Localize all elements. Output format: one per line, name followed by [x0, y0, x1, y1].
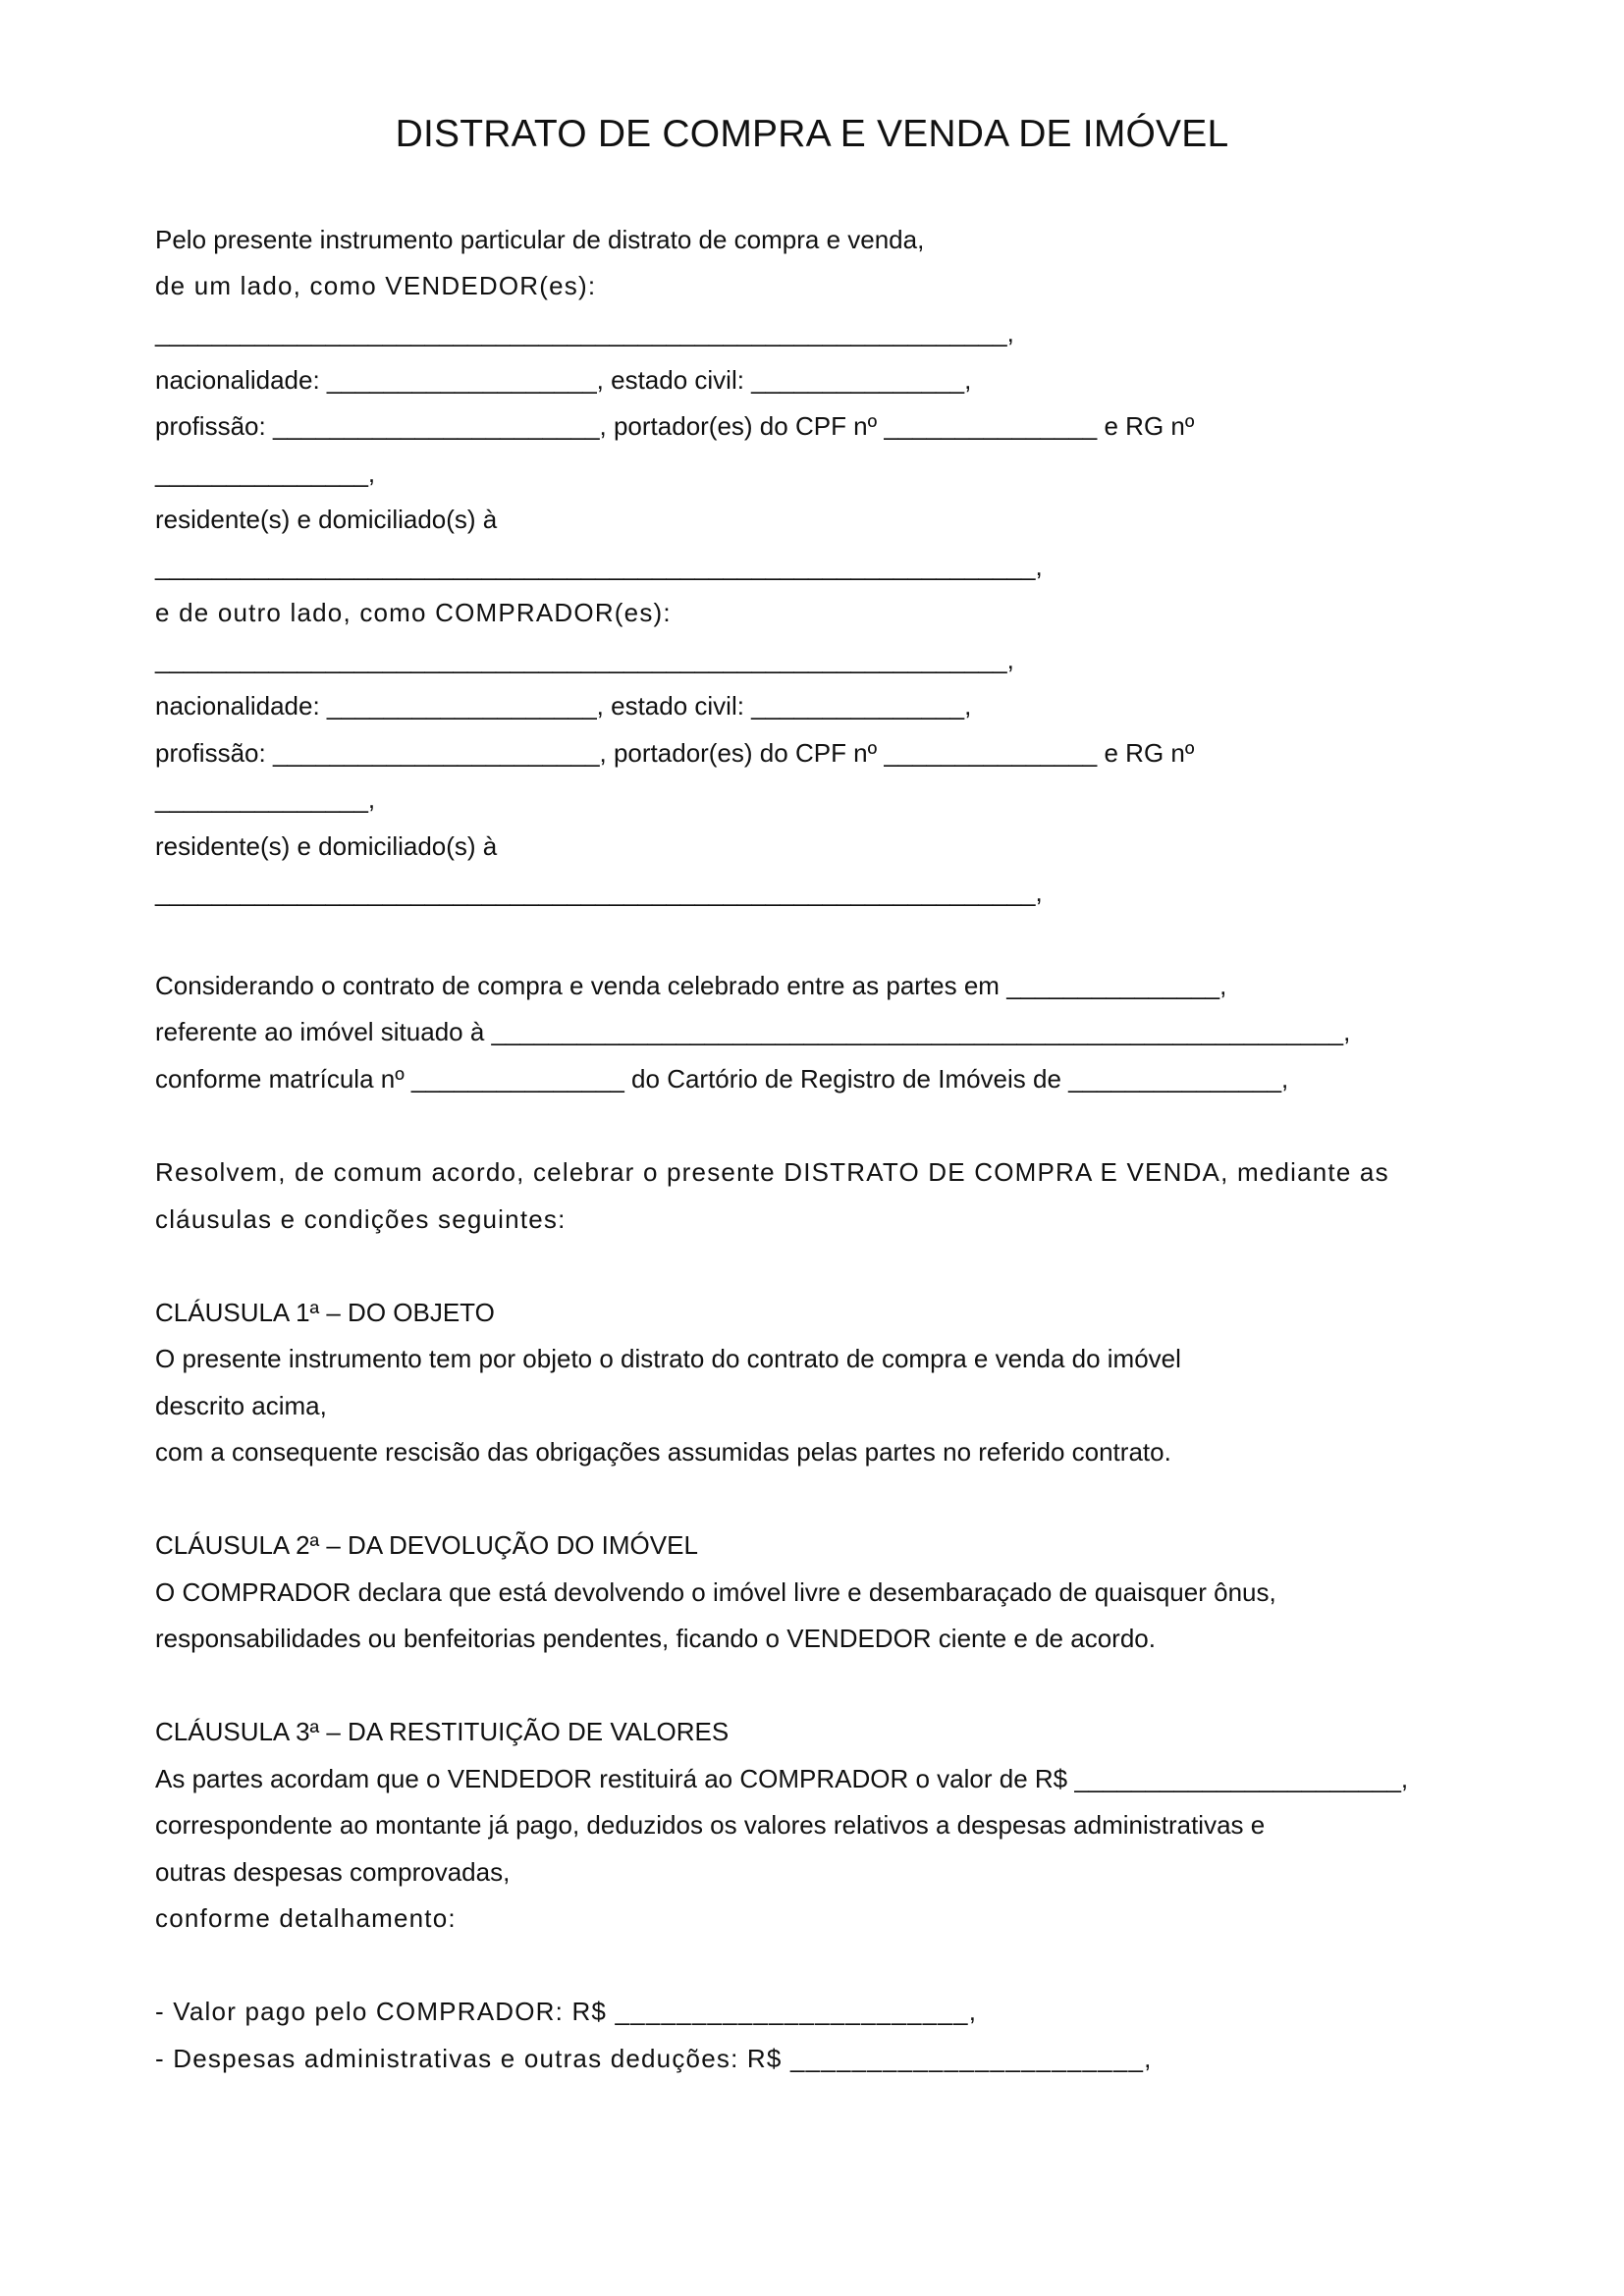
clause-2-heading: CLÁUSULA 2ª – DA DEVOLUÇÃO DO IMÓVEL: [155, 1530, 698, 1560]
clause-3-text: correspondente ao montante já pago, deduzidos os valores relativos a despesas administrativas e: [155, 1810, 1266, 1840]
list-item-amount-paid: - Valor pago pelo COMPRADOR: R$ _______________________,: [155, 1997, 978, 2026]
property-location-line: referente ao imóvel situado à ____________________________________________________________,: [155, 1017, 1351, 1046]
seller-profession-line: profissão: _______________________, portador(es) do CPF nº _______________ e RG nº: [155, 411, 1195, 441]
buyer-name-blank: ____________________________________________________________,: [155, 645, 1014, 674]
resolve-line-continued: cláusulas e condições seguintes:: [155, 1204, 567, 1234]
seller-name-blank: ____________________________________________________________,: [155, 318, 1014, 347]
clause-3-text: As partes acordam que o VENDEDOR restituirá ao COMPRADOR o valor de R$ _______________________,: [155, 1764, 1409, 1793]
clause-1-text: descrito acima,: [155, 1391, 327, 1420]
clause-3-text: conforme detalhamento:: [155, 1903, 457, 1933]
buyer-nationality-line: nacionalidade: ___________________, estado civil: _______________,: [155, 691, 972, 721]
list-item-deductions: - Despesas administrativas e outras deduções: R$ _______________________,: [155, 2044, 1153, 2073]
buyer-residence-line: residente(s) e domiciliado(s) à: [155, 831, 498, 861]
clause-3-text: outras despesas comprovadas,: [155, 1857, 511, 1887]
registry-line: conforme matrícula nº _______________ do Cartório de Registro de Imóveis de _______________,: [155, 1064, 1289, 1094]
clause-1-text: com a consequente rescisão das obrigações assumidas pelas partes no referido contrato.: [155, 1437, 1171, 1467]
buyer-profession-line: profissão: _______________________, portador(es) do CPF nº _______________ e RG nº: [155, 738, 1195, 768]
clause-2-text: O COMPRADOR declara que está devolvendo o imóvel livre e desembaraçado de quaisquer ônus,: [155, 1577, 1276, 1607]
seller-residence-line: residente(s) e domiciliado(s) à: [155, 505, 498, 534]
resolve-line: Resolvem, de comum acordo, celebrar o presente DISTRATO DE COMPRA E VENDA, mediante as: [155, 1157, 1389, 1187]
clause-1-text: O presente instrumento tem por objeto o distrato do contrato de compra e venda do imóvel: [155, 1344, 1181, 1373]
clause-2-text: responsabilidades ou benfeitorias pendentes, ficando o VENDEDOR ciente e de acordo.: [155, 1624, 1156, 1653]
buyer-address-blank: ______________________________________________________________,: [155, 878, 1043, 907]
clause-3-heading: CLÁUSULA 3ª – DA RESTITUIÇÃO DE VALORES: [155, 1717, 730, 1746]
buyer-heading: e de outro lado, como COMPRADOR(es):: [155, 598, 672, 627]
seller-address-blank: ______________________________________________________________,: [155, 552, 1043, 581]
clause-1-heading: CLÁUSULA 1ª – DO OBJETO: [155, 1298, 495, 1327]
document-title: DISTRATO DE COMPRA E VENDA DE IMÓVEL: [395, 113, 1229, 155]
considering-line: Considerando o contrato de compra e venda celebrado entre as partes em _______________,: [155, 971, 1227, 1000]
intro-line: Pelo presente instrumento particular de distrato de compra e venda,: [155, 225, 925, 254]
buyer-rg-blank: _______________,: [155, 784, 376, 814]
seller-nationality-line: nacionalidade: ___________________, estado civil: _______________,: [155, 365, 972, 395]
seller-rg-blank: _______________,: [155, 458, 376, 488]
seller-heading: de um lado, como VENDEDOR(es):: [155, 271, 597, 300]
